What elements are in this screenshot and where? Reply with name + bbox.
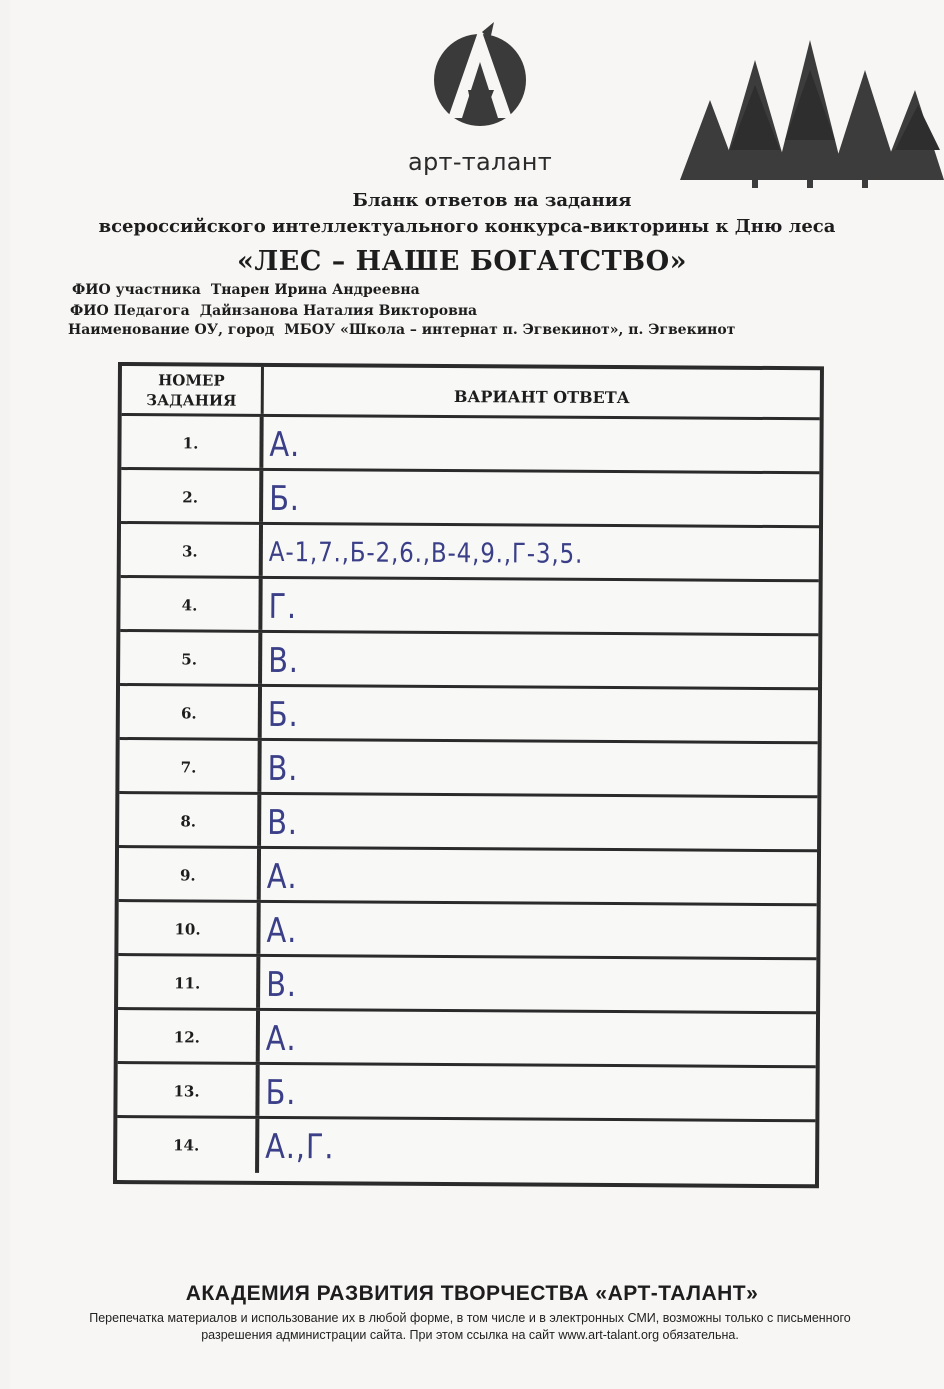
teacher-field [70, 303, 477, 319]
table-row [121, 416, 819, 474]
footer-title: АКАДЕМИЯ РАЗВИТИЯ ТВОРЧЕСТВА «АРТ-ТАЛАНТ» [185, 1282, 759, 1305]
table-row [118, 956, 816, 1014]
task-number: 6. [120, 686, 262, 738]
answers-table [113, 362, 824, 1188]
handwritten-answer: В. [267, 802, 299, 844]
table-row [121, 470, 819, 528]
task-number: 13. [117, 1064, 259, 1116]
table-row [118, 1010, 816, 1068]
task-number: 2. [121, 470, 263, 522]
table-row [120, 686, 818, 744]
handwritten-answer: Б. [269, 478, 301, 520]
handwritten-answer: В. [268, 640, 300, 682]
task-number: 8. [119, 794, 261, 846]
task-number: 11. [118, 956, 260, 1008]
column-header-answer: ВАРИАНТ ОТВЕТА [453, 387, 630, 408]
column-header-number: НОМЕР ЗАДАНИЯ [122, 366, 264, 414]
task-number: 3. [121, 524, 263, 576]
school-label: Наименование ОУ, город [68, 322, 275, 338]
school-field [68, 322, 735, 338]
handwritten-answer: А-1,7.,Б-2,6.,В-4,9.,Г-3,5. [268, 536, 584, 570]
teacher-label: ФИО Педагога [70, 303, 190, 319]
contest-subtitle: всероссийского интеллектуального конкурса-викторины к Дню леса [98, 216, 836, 237]
table-row [119, 740, 817, 798]
table-row [119, 794, 817, 852]
participant-value: Тнарен Ирина Андреевна [210, 282, 420, 298]
handwritten-answer: А. [266, 856, 298, 898]
handwritten-answer: А. [265, 1018, 297, 1060]
table-row [120, 632, 818, 690]
task-number: 4. [120, 578, 262, 630]
table-body [117, 416, 820, 1184]
school-value: МБОУ «Школа – интернат п. Эгвекинот», п. Эгвекинот [284, 322, 736, 338]
table-row [118, 902, 816, 960]
task-number: 5. [120, 632, 262, 684]
handwritten-answer: А. [269, 424, 301, 466]
handwritten-answer: А. [266, 910, 298, 952]
task-number: 12. [118, 1010, 260, 1062]
table-row [121, 524, 819, 582]
footer-copyright: Перепечатка материалов и использование их в любой форме, в том числе и в электронных СМИ, возможны только с письменного разрешения администрации сайта. При этом ссылка на сайт www.art-talant.org обязательна. [89, 1311, 851, 1342]
task-number: 10. [118, 902, 260, 954]
handwritten-answer: А.,Г. [265, 1126, 335, 1168]
forest-illustration [680, 30, 944, 190]
form-title: Бланк ответов на задания [352, 190, 632, 211]
task-number: 7. [119, 740, 261, 792]
participant-label: ФИО участника [72, 282, 201, 298]
contest-title: «ЛЕС – НАШЕ БОГАТСТВО» [237, 246, 687, 277]
table-row [117, 1064, 815, 1122]
participant-field [72, 282, 420, 298]
brand-name: арт-талант [408, 148, 552, 176]
teacher-value: Дайнзанова Наталия Викторовна [199, 303, 478, 319]
table-row [120, 578, 818, 636]
table-row [117, 1118, 815, 1176]
table-row [119, 848, 817, 906]
task-number: 9. [119, 848, 261, 900]
handwritten-answer: В. [266, 964, 298, 1006]
task-number: 14. [117, 1118, 259, 1173]
task-number: 1. [121, 416, 263, 468]
art-talant-logo [420, 18, 540, 148]
handwritten-answer: Б. [267, 694, 299, 736]
handwritten-answer: Б. [265, 1072, 297, 1114]
handwritten-answer: В. [267, 748, 299, 790]
table-header [122, 366, 820, 420]
handwritten-answer: Г. [268, 586, 298, 628]
